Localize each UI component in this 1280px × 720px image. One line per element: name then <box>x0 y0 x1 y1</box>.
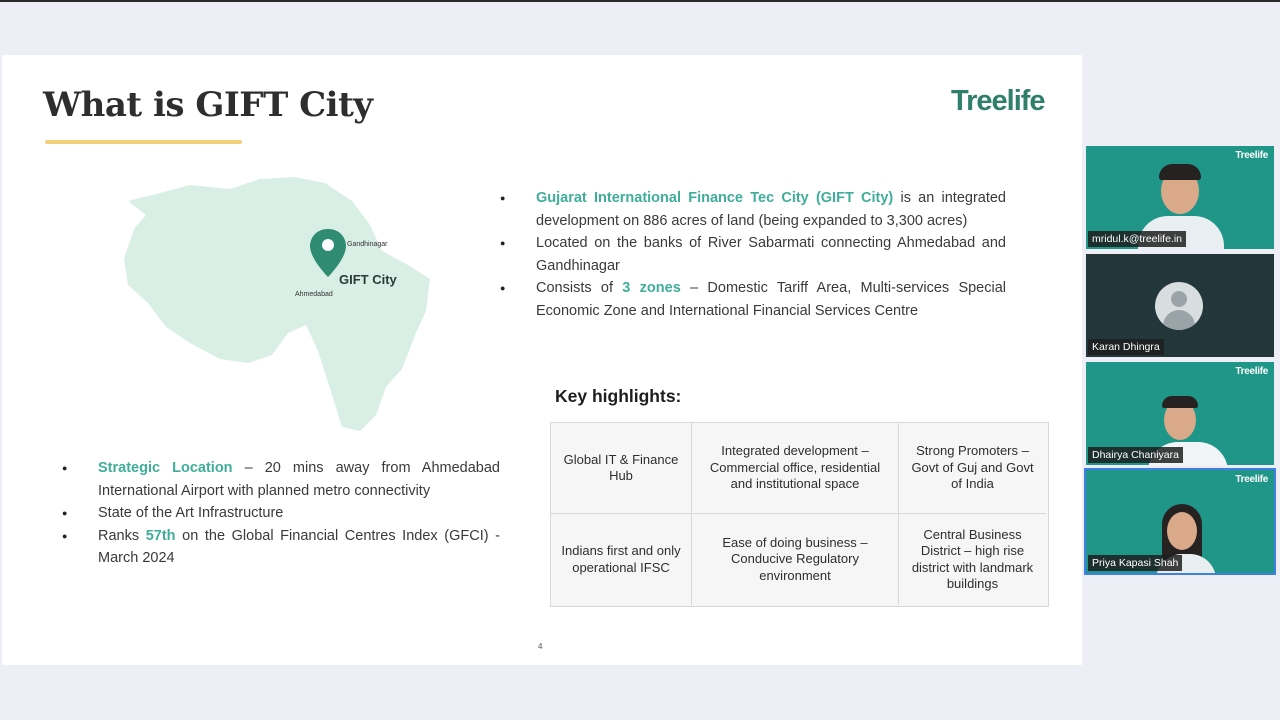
highlight-cell: Ease of doing business – Conducive Regulatory environment <box>692 514 899 605</box>
tile-brand-logo: Treelife <box>1235 366 1268 377</box>
slide-title: What is GIFT City <box>43 85 373 125</box>
map-shape <box>124 177 430 431</box>
bullet-item <box>62 525 500 570</box>
bullet-item <box>500 187 1006 232</box>
title-underline <box>45 140 242 144</box>
page-number: 4 <box>538 642 543 651</box>
bullet-highlight: Strategic Location <box>98 460 233 476</box>
bullet-item <box>62 502 500 525</box>
bullet-text: Ranks <box>98 527 146 544</box>
bullet-text: is an integrated development on 886 acres of land (being expanded to 3,300 acres) <box>536 190 1006 229</box>
bullet-text: Located on the banks of River Sabarmati connecting Ahmedabad and Gandhinagar <box>536 235 1006 274</box>
bullet-text: State of the Art Infrastructure <box>98 505 284 521</box>
participant-video <box>1167 512 1197 550</box>
bullet-item <box>500 232 1006 277</box>
participant-tile-active[interactable] <box>1086 470 1274 573</box>
participant-tile[interactable] <box>1086 146 1274 249</box>
tile-brand-logo: Treelife <box>1235 150 1268 161</box>
participant-name: Dhairya Chaniyara <box>1088 447 1183 463</box>
location-bullets <box>62 457 500 570</box>
highlight-cell: Integrated development – Commercial office, residential and institutional space <box>692 423 899 514</box>
participant-name: mridul.k@treelife.in <box>1088 231 1186 247</box>
window-top-border <box>0 0 1280 2</box>
participant-name: Priya Kapasi Shah <box>1088 555 1182 571</box>
participant-video <box>1159 164 1201 180</box>
participant-video <box>1162 396 1198 408</box>
bullet-text: Consists of <box>536 280 623 296</box>
highlight-cell: Strong Promoters – Govt of Guj and Govt of India <box>899 423 1046 514</box>
participant-tile[interactable] <box>1086 254 1274 357</box>
map-label-ahmedabad: Ahmedabad <box>295 291 333 298</box>
overview-bullets <box>500 187 1006 322</box>
bullet-item <box>62 457 500 502</box>
highlight-cell: Global IT & Finance Hub <box>551 423 692 514</box>
bullet-text: – Domestic Tariff Area, Multi-services Special Economic Zone and International Financial Services Centre <box>536 280 1006 319</box>
highlights-table <box>550 422 1049 607</box>
bullet-text: – 20 mins away from Ahmedabad International Airport with planned metro connectivity <box>98 460 500 499</box>
highlight-cell: Indians first and only operational IFSC <box>551 514 692 605</box>
bullet-highlight: Gujarat International Finance Tec City (GIFT City) <box>536 190 894 206</box>
highlight-cell: Central Business District – high rise district with landmark buildings <box>911 526 1034 591</box>
bullet-highlight: 57th <box>145 527 176 544</box>
tile-brand-logo: Treelife <box>1235 474 1268 485</box>
bullet-highlight: 3 zones <box>622 280 681 296</box>
map-label-gift-city: GIFT City <box>339 272 397 287</box>
user-avatar-icon <box>1155 282 1203 330</box>
gujarat-map <box>120 173 440 435</box>
brand-logo: Treelife <box>951 85 1045 117</box>
map-label-gandhinagar: Gandhinagar <box>347 241 388 248</box>
bullet-item <box>500 277 1006 322</box>
key-highlights-title: Key highlights: <box>555 386 682 406</box>
presentation-slide <box>2 55 1082 665</box>
participant-name: Karan Dhingra <box>1088 339 1164 355</box>
participant-tile[interactable] <box>1086 362 1274 465</box>
bullet-text: on the Global Financial Centres Index (GFCI) - March 2024 <box>98 527 500 566</box>
